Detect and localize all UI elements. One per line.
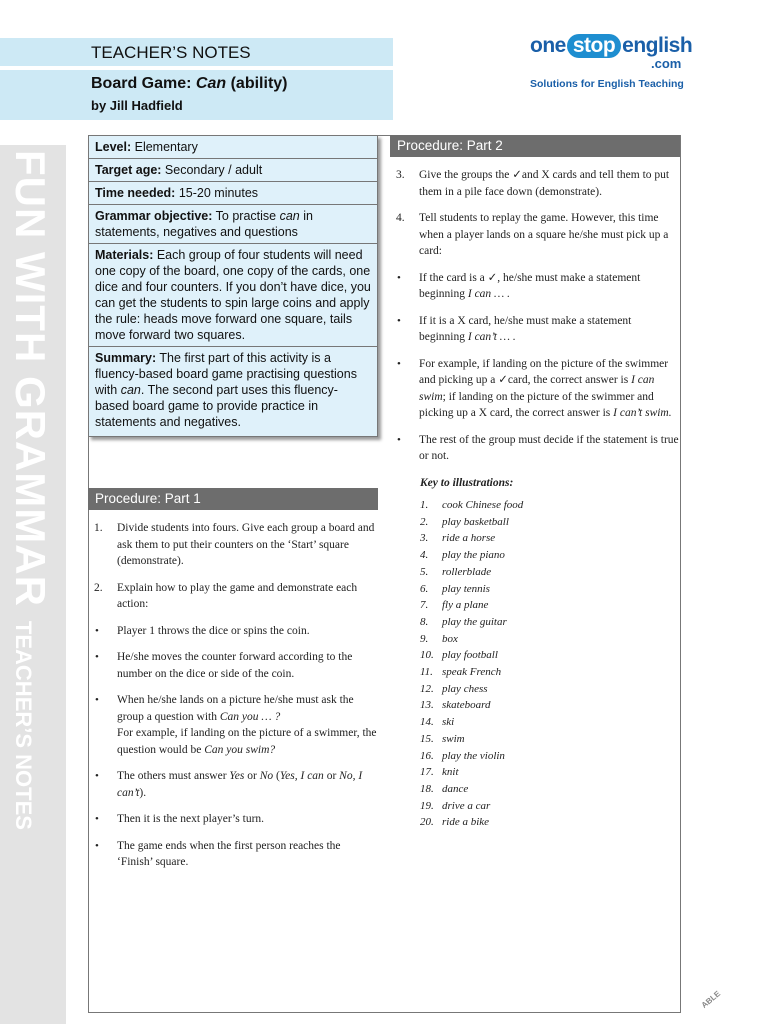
key-item-number: 2. bbox=[420, 515, 429, 528]
key-item-text: ski bbox=[442, 716, 455, 729]
key-item bbox=[390, 497, 680, 514]
key-item bbox=[390, 681, 680, 698]
illustration-key-list bbox=[390, 497, 680, 831]
list-item: • The others must answer Yes or No (Yes, I can or No, I can’t). bbox=[95, 770, 363, 799]
key-item-number: 6. bbox=[420, 582, 429, 595]
key-item bbox=[390, 781, 680, 798]
key-item bbox=[390, 581, 680, 598]
key-item-text: play the guitar bbox=[442, 615, 507, 628]
side-banner-text: FUN WITH GRAMMARTEACHER’S NOTES bbox=[7, 150, 54, 830]
teachers-notes-label: TEACHER’S NOTES bbox=[91, 43, 251, 62]
key-item-number: 5. bbox=[420, 565, 429, 578]
key-item bbox=[390, 814, 680, 831]
part-1-list bbox=[88, 520, 378, 871]
key-item-number: 13. bbox=[420, 699, 434, 712]
key-item bbox=[390, 564, 680, 581]
key-item bbox=[390, 547, 680, 564]
onestopenglish-logo: one stop english bbox=[530, 34, 693, 57]
key-item-text: fly a plane bbox=[442, 599, 489, 612]
key-item bbox=[390, 647, 680, 664]
list-item: • For example, if landing on the picture of the swimmer and picking up a ✓card, the correct answer is I can swim; if landing on the picture of the swimmer and picking up a X card, the correct answer is I can’t swim. bbox=[397, 357, 672, 419]
key-item bbox=[390, 748, 680, 765]
list-item: 3. Give the groups the ✓and X cards and tell them to put them in a pile face down (demonstrate). bbox=[396, 169, 670, 198]
key-item bbox=[390, 798, 680, 815]
key-item-text: skateboard bbox=[442, 699, 491, 712]
key-item bbox=[390, 597, 680, 614]
lesson-info-box bbox=[88, 135, 378, 437]
key-item-number: 3. bbox=[420, 532, 429, 545]
key-item-number: 10. bbox=[420, 649, 434, 662]
key-item-number: 8. bbox=[420, 615, 429, 628]
key-item bbox=[390, 614, 680, 631]
list-item: • He/she moves the counter forward according to the number on the dice or side of the coin. bbox=[95, 651, 353, 680]
key-item-text: drive a car bbox=[442, 799, 491, 812]
key-item-text: box bbox=[442, 632, 458, 645]
key-item-number: 11. bbox=[420, 666, 433, 679]
key-item-text: rollerblade bbox=[442, 565, 492, 578]
key-item-number: 16. bbox=[420, 749, 434, 762]
part-2-heading: Procedure: Part 2 bbox=[390, 135, 680, 157]
list-item: • Then it is the next player’s turn. bbox=[95, 813, 265, 825]
key-item-number: 14. bbox=[420, 716, 434, 729]
logo-com: .com bbox=[651, 56, 682, 71]
key-item-text: dance bbox=[442, 782, 469, 795]
author-line: by Jill Hadfield bbox=[91, 98, 183, 113]
key-item-text: play football bbox=[442, 649, 498, 662]
list-item: • If the card is a ✓, he/she must make a statement beginning I can … . bbox=[397, 271, 641, 300]
key-item-number: 1. bbox=[420, 499, 429, 511]
key-item bbox=[390, 697, 680, 714]
photocopiable-stamp: ABLE bbox=[699, 989, 723, 1010]
key-item-text: speak French bbox=[442, 666, 502, 679]
key-item-number: 17. bbox=[420, 766, 434, 779]
key-item-text: play chess bbox=[442, 682, 488, 695]
procedure-part-1 bbox=[88, 488, 378, 881]
key-item-text: play the violin bbox=[442, 749, 505, 762]
key-item bbox=[390, 714, 680, 731]
key-item-number: 15. bbox=[420, 732, 434, 745]
key-item bbox=[390, 731, 680, 748]
key-item bbox=[390, 631, 680, 648]
key-item-text: ride a horse bbox=[442, 532, 496, 545]
logo-tagline: Solutions for English Teaching bbox=[530, 78, 684, 90]
key-item-number: 12. bbox=[420, 682, 434, 695]
key-item-number: 4. bbox=[420, 549, 429, 562]
list-item: • When he/she lands on a picture he/she must ask the group a question with Can you … ? For example, if landing on the picture of a swimmer, the question would be Can you swim? bbox=[95, 694, 377, 756]
procedure-part-2 bbox=[390, 135, 680, 831]
list-item: 2. Explain how to play the game and demonstrate each action: bbox=[94, 581, 358, 610]
key-item bbox=[390, 514, 680, 531]
key-item-text: swim bbox=[442, 732, 465, 745]
target-age-row: Target age: Secondary / adult bbox=[89, 159, 377, 182]
list-item: 1. Divide students into fours. Give each group a board and ask them to put their counters on the ‘Start’ square (demonstrate). bbox=[94, 522, 375, 567]
key-item-text: ride a bike bbox=[442, 816, 490, 829]
key-item-number: 18. bbox=[420, 782, 434, 795]
key-item-number: 9. bbox=[420, 632, 429, 645]
key-item bbox=[390, 764, 680, 781]
page-title: Board Game: Can (ability) bbox=[91, 75, 288, 92]
key-item-text: play the piano bbox=[442, 549, 505, 562]
list-item: • The rest of the group must decide if the statement is true or not. bbox=[397, 433, 679, 462]
list-item: 4. Tell students to replay the game. However, this time when a player lands on a square he/she must pick up a card: bbox=[396, 212, 669, 257]
summary-row: Summary: The first part of this activity is a fluency-based board game practising questions with can. The second part uses this fluency-based board game to provide practice in statements and negatives. bbox=[95, 351, 357, 429]
key-item bbox=[390, 664, 680, 681]
part-2-list bbox=[390, 167, 680, 831]
list-item: • Player 1 throws the dice or spins the coin. bbox=[95, 624, 310, 637]
key-item-number: 7. bbox=[420, 599, 429, 612]
key-title: Key to illustrations: bbox=[420, 476, 514, 489]
list-item: • If it is a X card, he/she must make a statement beginning I can’t … . bbox=[397, 314, 632, 343]
key-item bbox=[390, 530, 680, 547]
list-item: • The game ends when the first person reaches the ‘Finish’ square. bbox=[95, 839, 341, 868]
key-item-text: knit bbox=[442, 766, 459, 779]
part-1-heading: Procedure: Part 1 bbox=[88, 488, 378, 510]
key-item-number: 19. bbox=[420, 799, 434, 812]
grammar-objective-row: Grammar objective: To practise can in statements, negatives and questions bbox=[89, 205, 377, 244]
key-item-text: play basketball bbox=[442, 515, 509, 528]
materials-row: Materials: Each group of four students will need one copy of the board, one copy of the cards, one dice and four counters. If you don’t have dice, you can get the students to spin large coins and apply the rule: heads move forward one square, tails move forward two squares. bbox=[89, 244, 377, 347]
key-item-number: 20. bbox=[420, 816, 434, 829]
key-item-text: cook Chinese food bbox=[442, 499, 524, 511]
time-needed-row: Time needed: 15-20 minutes bbox=[89, 182, 377, 205]
key-item-text: play tennis bbox=[442, 582, 490, 595]
level-row: Level: Elementary bbox=[89, 136, 377, 159]
